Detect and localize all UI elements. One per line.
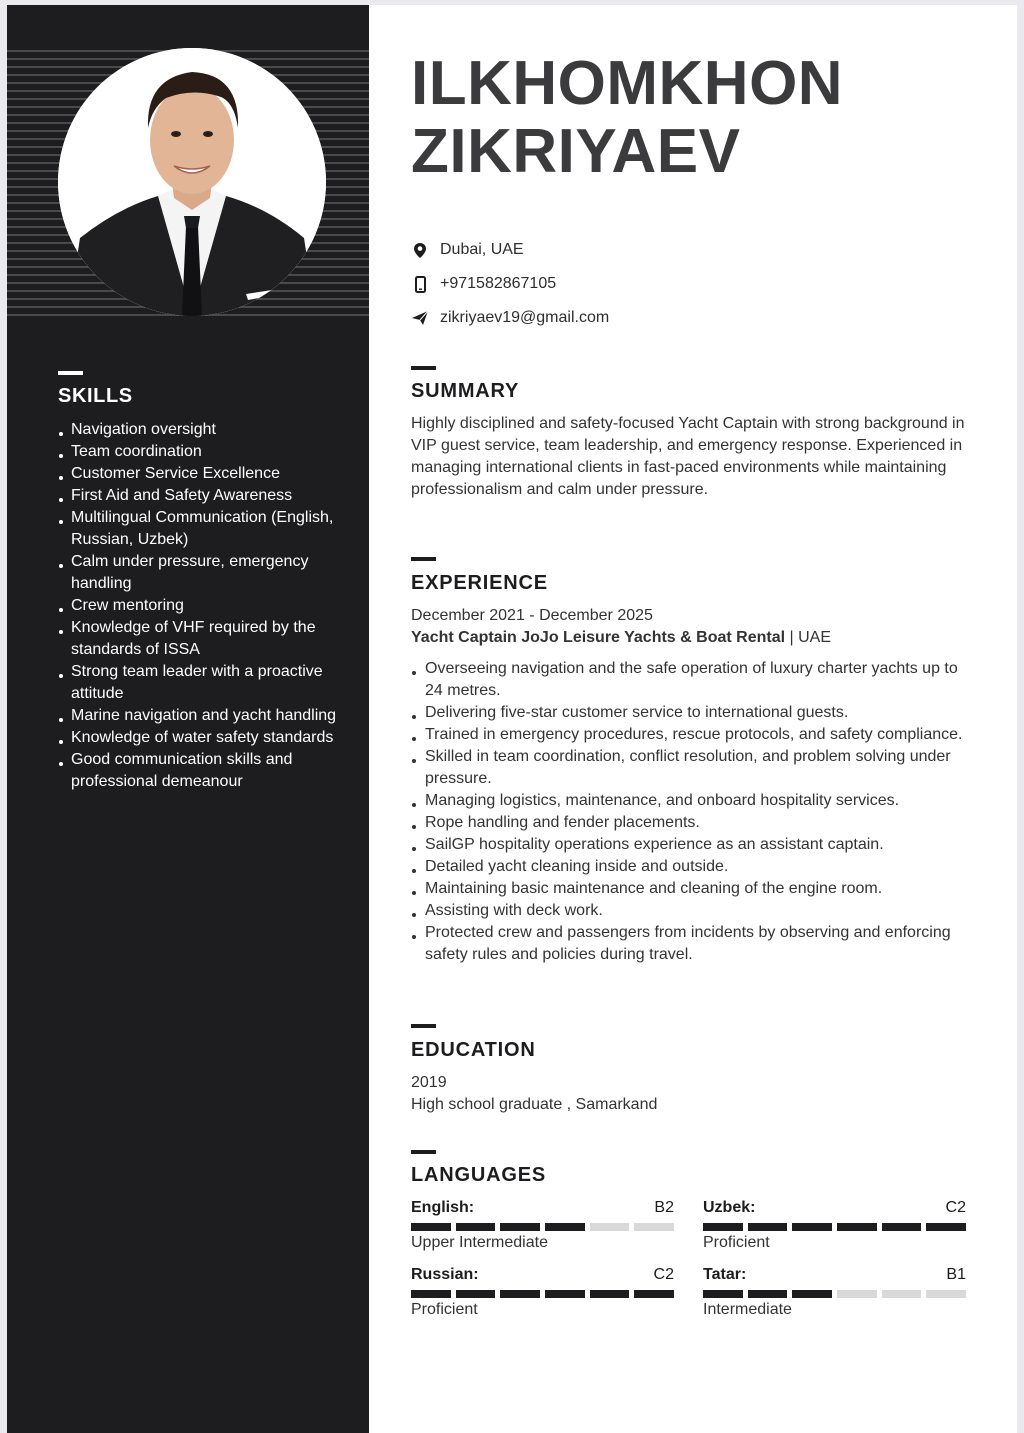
candidate-name [411,50,843,186]
summary-title: SUMMARY [411,380,520,402]
language-level-bar [703,1290,966,1298]
language-english [411,1199,674,1252]
language-level: Intermediate [703,1301,792,1318]
first-name: ILKHOMKHON [411,49,844,118]
language-name: English: [411,1199,475,1216]
language-code: C2 [653,1266,674,1283]
skill-item: Marine navigation and yacht handling [58,705,348,727]
skill-item: Calm under pressure, emergency handling [58,551,348,595]
experience-bullets [411,658,971,966]
skill-item: Customer Service Excellence [58,463,348,485]
profile-photo [58,48,326,316]
contact-location [411,241,524,259]
education-detail: High school graduate , Samarkand [411,1096,658,1113]
summary-text: Highly disciplined and safety-focused Yacht Captain with strong background in VIP guest service, team leadership, and emergency response. Experienced in managing international clients in fast-paced environments while maintaining professionalism and calm under pressure. [411,415,965,498]
language-level-bar [703,1223,966,1231]
level-segment-filled [634,1290,674,1298]
skill-item: Knowledge of water safety standards [58,727,348,749]
experience-location: UAE [798,629,831,646]
location-text: Dubai, UAE [440,241,524,258]
education-title: EDUCATION [411,1039,536,1061]
skill-item: Crew mentoring [58,595,348,617]
skills-title: SKILLS [58,385,133,407]
location-pin-icon [411,241,429,259]
education-year: 2019 [411,1074,447,1091]
level-segment-filled [703,1290,743,1298]
skill-item: Navigation oversight [58,419,348,441]
skill-item: First Aid and Safety Awareness [58,485,348,507]
skill-item: Knowledge of VHF required by the standards of ISSA [58,617,348,661]
experience-bullet: Skilled in team coordination, conflict resolution, and problem solving under pressure. [411,746,971,790]
level-segment-filled [411,1290,451,1298]
language-russian [411,1266,674,1319]
experience-accent-bar [411,557,436,561]
level-segment-filled [500,1223,540,1231]
contact-phone [411,275,556,293]
level-segment-empty [926,1290,966,1298]
languages-accent-bar [411,1150,436,1154]
phone-text[interactable]: +971582867105 [440,275,557,292]
level-segment-filled [545,1290,585,1298]
language-code: B1 [946,1266,966,1283]
language-level: Upper Intermediate [411,1234,548,1251]
experience-title: EXPERIENCE [411,572,548,594]
languages-title: LANGUAGES [411,1164,546,1186]
experience-bullet: SailGP hospitality operations experience as an assistant captain. [411,834,971,856]
experience-role: Yacht Captain JoJo Leisure Yachts & Boat Rental [411,629,786,646]
sidebar [7,5,369,1433]
level-segment-filled [837,1223,877,1231]
experience-bullet: Delivering five-star customer service to international guests. [411,702,971,724]
skills-list [58,419,348,793]
level-segment-filled [792,1223,832,1231]
language-level: Proficient [703,1234,770,1251]
level-segment-empty [837,1290,877,1298]
experience-bullet: Assisting with deck work. [411,900,971,922]
level-segment-empty [882,1290,922,1298]
experience-bullet: Overseeing navigation and the safe operation of luxury charter yachts up to 24 metres. [411,658,971,702]
language-level: Proficient [411,1301,478,1318]
language-name: Uzbek: [703,1199,756,1216]
experience-bullet: Maintaining basic maintenance and cleaning of the engine room. [411,878,971,900]
level-segment-filled [926,1223,966,1231]
experience-bullet: Trained in emergency procedures, rescue protocols, and safety compliance. [411,724,971,746]
level-segment-filled [792,1290,832,1298]
experience-dates: December 2021 - December 2025 [411,607,653,624]
skill-item: Team coordination [58,441,348,463]
level-segment-filled [500,1290,540,1298]
experience-role-line: Yacht Captain JoJo Leisure Yachts & Boat Rental | UAE [411,629,831,646]
level-segment-filled [590,1290,630,1298]
skills-accent-bar [58,371,83,375]
language-name: Tatar: [703,1266,747,1283]
level-segment-filled [456,1223,496,1231]
level-segment-filled [882,1223,922,1231]
skill-item: Strong team leader with a proactive attitude [58,661,348,705]
paper-plane-icon [411,309,429,327]
level-segment-filled [456,1290,496,1298]
level-segment-empty [634,1223,674,1231]
experience-bullet: Detailed yacht cleaning inside and outside. [411,856,971,878]
language-code: B2 [654,1199,674,1216]
level-segment-filled [411,1223,451,1231]
last-name: ZIKRIYAEV [411,117,741,186]
skill-item: Good communication skills and professional demeanour [58,749,348,793]
summary-accent-bar [411,366,436,370]
language-name: Russian: [411,1266,479,1283]
contact-email [411,309,609,327]
level-segment-filled [703,1223,743,1231]
email-text[interactable]: zikriyaev19@gmail.com [440,309,610,326]
experience-bullet: Rope handling and fender placements. [411,812,971,834]
level-segment-filled [545,1223,585,1231]
education-accent-bar [411,1024,436,1028]
language-uzbek [703,1199,966,1252]
language-level-bar [411,1290,674,1298]
language-code: C2 [945,1199,966,1216]
phone-icon [411,275,429,293]
level-segment-filled [748,1223,788,1231]
language-level-bar [411,1223,674,1231]
language-tatar [703,1266,966,1319]
level-segment-filled [748,1290,788,1298]
experience-bullet: Protected crew and passengers from incidents by observing and enforcing safety rules and policies during travel. [411,922,971,966]
level-segment-empty [590,1223,630,1231]
skill-item: Multilingual Communication (English, Russian, Uzbek) [58,507,348,551]
experience-bullet: Managing logistics, maintenance, and onboard hospitality services. [411,790,971,812]
